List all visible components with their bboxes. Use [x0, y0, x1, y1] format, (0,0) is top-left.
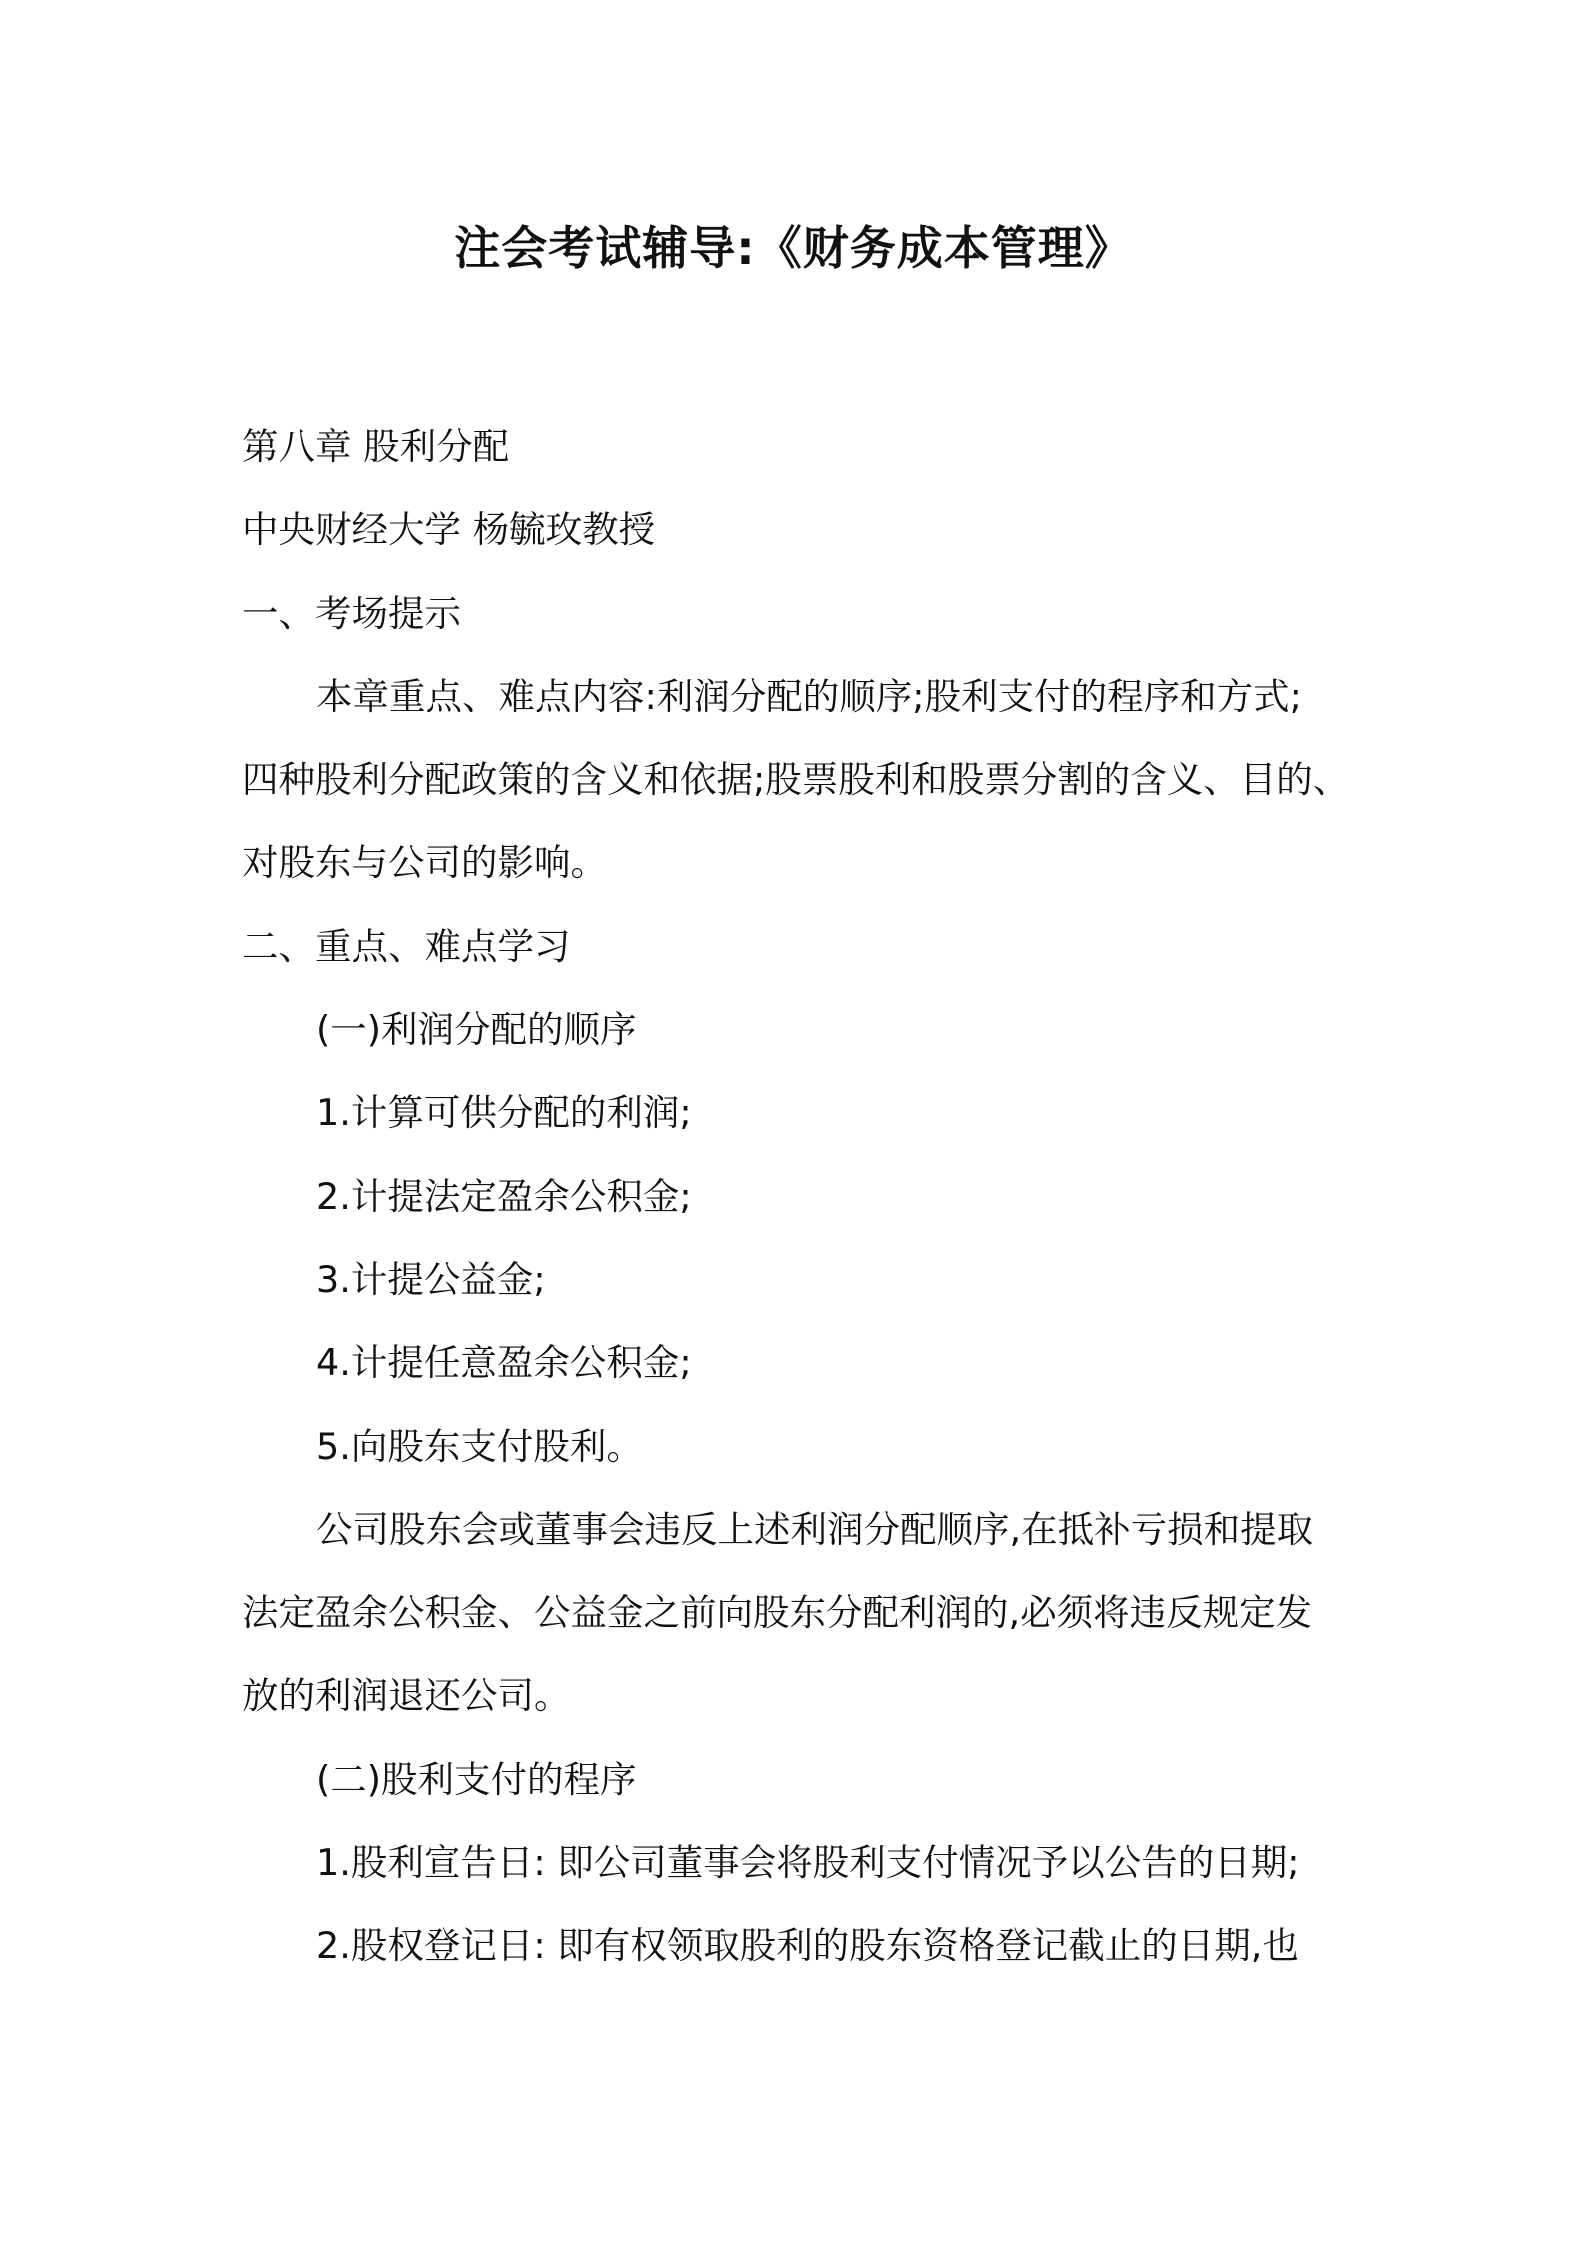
paragraph-line: 对股东与公司的影响。	[242, 841, 607, 885]
paragraph-line: 公司股东会或董事会违反上述利润分配顺序,在抵补亏损和提取	[316, 1507, 1314, 1551]
chapter-heading: 第八章 股利分配	[242, 425, 510, 468]
author-line: 中央财经大学 杨毓玫教授	[242, 508, 656, 552]
paragraph-line: 放的利润退还公司。	[242, 1674, 571, 1718]
list-item: 5.向股东支付股利。	[316, 1424, 643, 1468]
section-heading-1: 一、考场提示	[242, 591, 461, 635]
paragraph-line: 四种股利分配政策的含义和依据;股票股利和股票分割的含义、目的、	[242, 758, 1350, 802]
list-item: 1.股利宣告日: 即公司董事会将股利支付情况予以公告的日期;	[316, 1841, 1300, 1885]
list-item: 4.计提任意盈余公积金;	[316, 1341, 692, 1385]
document-body	[242, 405, 1354, 1988]
subsection-heading: (二)股利支付的程序	[316, 1757, 637, 1801]
paragraph-line: 本章重点、难点内容:利润分配的顺序;股利支付的程序和方式;	[316, 674, 1302, 718]
section-heading-2: 二、重点、难点学习	[242, 924, 571, 968]
paragraph-line: 法定盈余公积金、公益金之前向股东分配利润的,必须将违反规定发	[242, 1591, 1313, 1635]
list-item: 2.计提法定盈余公积金;	[316, 1174, 692, 1218]
list-item: 3.计提公益金;	[316, 1257, 546, 1301]
subsection-heading: (一)利润分配的顺序	[316, 1008, 637, 1052]
list-item: 2.股权登记日: 即有权领取股利的股东资格登记截止的日期,也	[316, 1924, 1299, 1968]
list-item: 1.计算可供分配的利润;	[316, 1091, 692, 1135]
document-title: 注会考试辅导:《财务成本管理》	[454, 221, 1132, 275]
